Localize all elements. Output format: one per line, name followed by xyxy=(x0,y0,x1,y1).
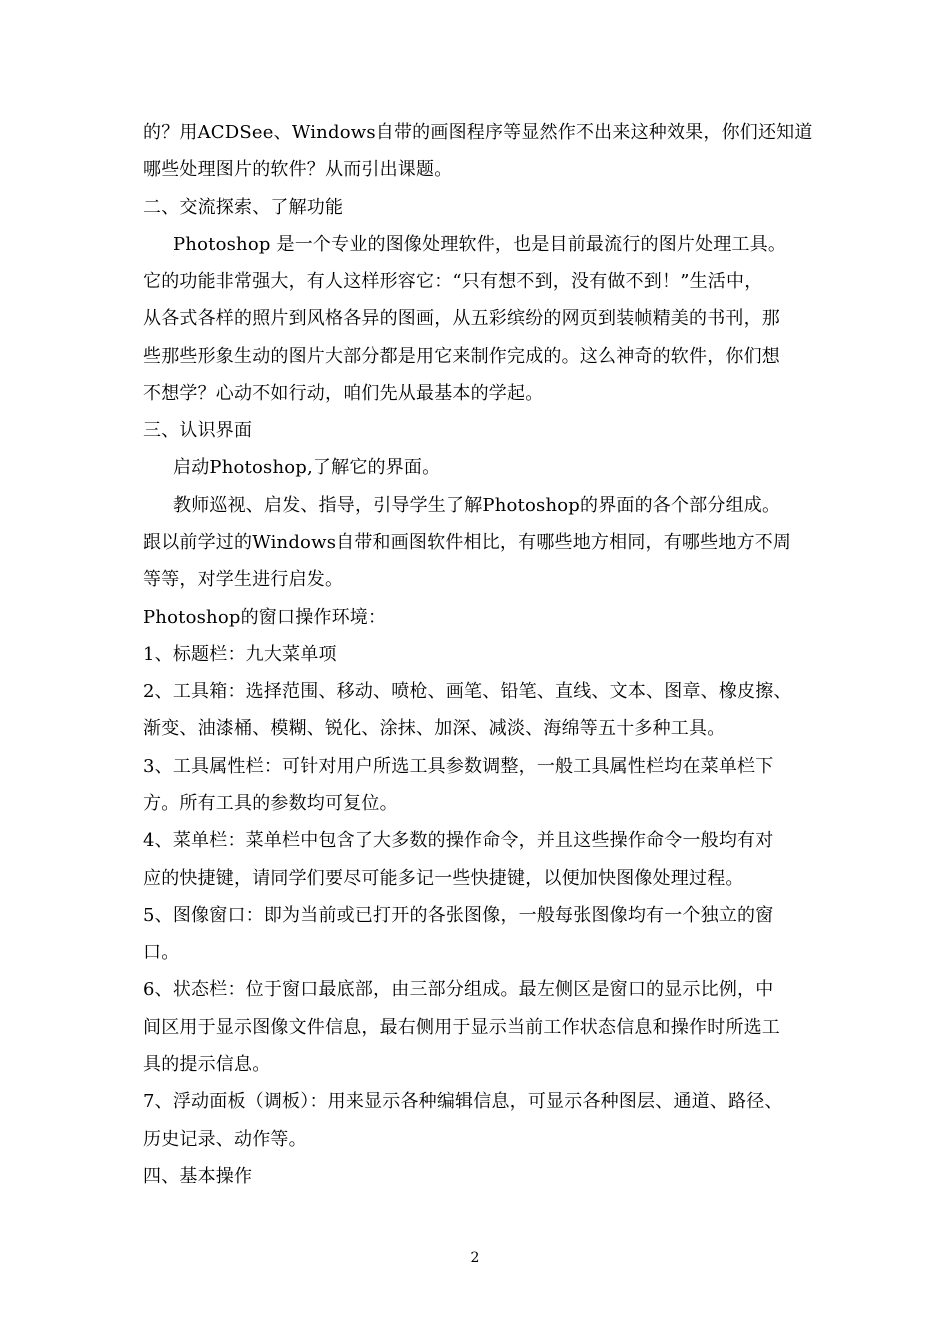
list-item: 6、状态栏：位于窗口最底部，由三部分组成。最左侧区是窗口的显示比例，中 xyxy=(143,979,774,1000)
list-item: 4、菜单栏：菜单栏中包含了大多数的操作命令，并且这些操作命令一般均有对 xyxy=(143,830,774,851)
text-line: 方。所有工具的参数均可复位。 xyxy=(143,793,398,814)
text-line: 渐变、油漆桶、模糊、锐化、涂抹、加深、减淡、海绵等五十多种工具。 xyxy=(143,718,726,739)
text-line: 口。 xyxy=(143,942,180,963)
text-line: 从各式各样的照片到风格各异的图画，从五彩缤纷的网页到装帧精美的书刊，那 xyxy=(143,308,780,329)
text-line: 具的提示信息。 xyxy=(143,1054,271,1075)
list-item: 1、标题栏：九大菜单项 xyxy=(143,644,337,665)
section-heading: 二、交流探索、了解功能 xyxy=(143,197,344,218)
text-line: 间区用于显示图像文件信息，最右侧用于显示当前工作状态信息和操作时所选工 xyxy=(143,1017,780,1038)
text-line: 历史记录、动作等。 xyxy=(143,1129,307,1150)
text-line: Photoshop 是一个专业的图像处理软件，也是目前最流行的图片处理工具。 xyxy=(173,234,787,255)
section-heading: 三、认识界面 xyxy=(143,420,253,441)
section-heading: 四、基本操作 xyxy=(143,1166,253,1187)
text-line: 教师巡视、启发、指导，引导学生了解Photoshop的界面的各个部分组成。 xyxy=(173,495,781,516)
list-item: 5、图像窗口：即为当前或已打开的各张图像，一般每张图像均有一个独立的窗 xyxy=(143,905,774,926)
text-line: 跟以前学过的Windows自带和画图软件相比，有哪些地方相同，有哪些地方不周 xyxy=(143,532,792,553)
list-item: 3、工具属性栏：可针对用户所选工具参数调整，一般工具属性栏均在菜单栏下 xyxy=(143,756,774,777)
text-line: 应的快捷键，请同学们要尽可能多记一些快捷键，以便加快图像处理过程。 xyxy=(143,868,744,889)
text-line: 它的功能非常强大，有人这样形容它：“只有想不到，没有做不到！”生活中， xyxy=(143,271,763,292)
page-number: 2 xyxy=(470,1250,480,1266)
text-line: 启动Photoshop,了解它的界面。 xyxy=(173,457,441,478)
text-line: 些那些形象生动的图片大部分都是用它来制作完成的。这么神奇的软件，你们想 xyxy=(143,346,780,367)
text-line: 哪些处理图片的软件？从而引出课题。 xyxy=(143,159,453,180)
text-line: 的？用ACDSee、Windows自带的画图程序等显然作不出来这种效果，你们还知道 xyxy=(143,122,813,143)
list-item: 7、浮动面板（调板）：用来显示各种编辑信息，可显示各种图层、通道、路径、 xyxy=(143,1091,783,1112)
list-item: 2、工具箱：选择范围、移动、喷枪、画笔、铅笔、直线、文本、图章、橡皮擦、 xyxy=(143,681,792,702)
text-line: 不想学？心动不如行动，咱们先从最基本的学起。 xyxy=(143,383,544,404)
text-line: 等等，对学生进行启发。 xyxy=(143,569,344,590)
text-line: Photoshop的窗口操作环境： xyxy=(143,607,387,628)
